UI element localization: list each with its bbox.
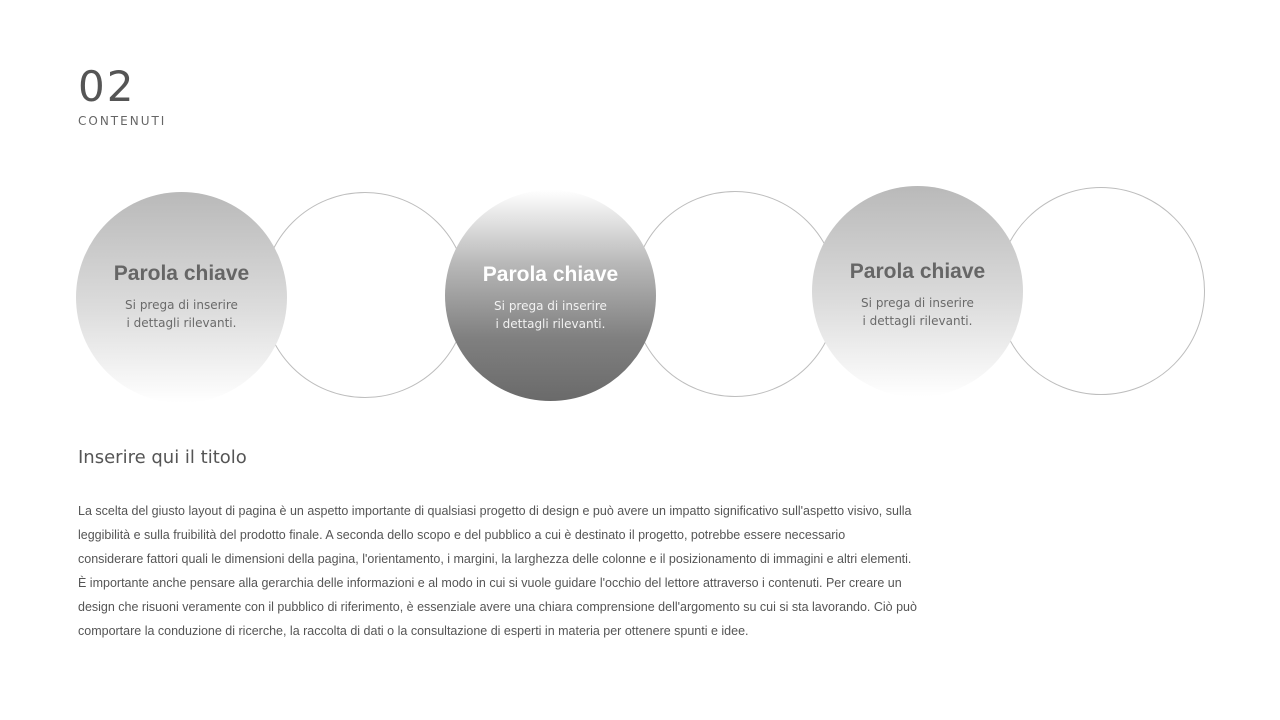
section-number: 02 bbox=[78, 62, 136, 111]
keyword-description bbox=[76, 296, 287, 332]
keyword-circle-2 bbox=[445, 190, 656, 401]
keyword-title: Parola chiave bbox=[849, 260, 986, 283]
keyword-circle-3 bbox=[812, 186, 1023, 397]
keyword-title: Parola chiave bbox=[482, 263, 619, 286]
keyword-description-line: i dettagli rilevanti. bbox=[495, 317, 606, 332]
keyword-description-line: Si prega di inserire bbox=[861, 296, 974, 311]
section-label: CONTENUTI bbox=[78, 114, 167, 128]
content-body bbox=[78, 499, 978, 643]
keyword-description-line: i dettagli rilevanti. bbox=[862, 314, 973, 329]
keyword-description-line: i dettagli rilevanti. bbox=[126, 316, 237, 331]
body-line: leggibilità e sulla fruibilità del prodotto finale. A seconda dello scopo e del pubblico a cui è destinato il progetto, potrebbe essere necessario bbox=[78, 528, 846, 542]
keyword-description-line: Si prega di inserire bbox=[494, 299, 607, 314]
outline-circle-3 bbox=[997, 187, 1205, 395]
outline-circle-1 bbox=[262, 192, 468, 398]
keyword-circle-1 bbox=[76, 192, 287, 403]
body-line: design che risuoni veramente con il pubblico di riferimento, è essenziale avere una chiara comprensione dell'argomento su cui si sta lavorando. Ciò può bbox=[78, 600, 917, 614]
outline-circle-2 bbox=[632, 191, 838, 397]
keyword-title: Parola chiave bbox=[113, 262, 250, 285]
keyword-description bbox=[445, 297, 656, 333]
body-line: considerare fattori quali le dimensioni della pagina, l'orientamento, i margini, la larghezza delle colonne e il posizionamento di immagini e altri elementi. bbox=[78, 552, 912, 566]
body-line: comportare la conduzione di ricerche, la raccolta di dati o la consultazione di esperti in materia per ottenere spunti e idee. bbox=[78, 624, 749, 638]
content-title: Inserire qui il titolo bbox=[78, 447, 247, 468]
body-line: È importante anche pensare alla gerarchia delle informazioni e al modo in cui si vuole guidare l'occhio del lettore attraverso i contenuti. Per creare un bbox=[78, 576, 902, 590]
body-line: La scelta del giusto layout di pagina è un aspetto importante di qualsiasi progetto di design e può avere un impatto significativo sull'aspetto visivo, sulla bbox=[78, 504, 912, 518]
keyword-description-line: Si prega di inserire bbox=[125, 298, 238, 313]
keyword-description bbox=[812, 294, 1023, 330]
